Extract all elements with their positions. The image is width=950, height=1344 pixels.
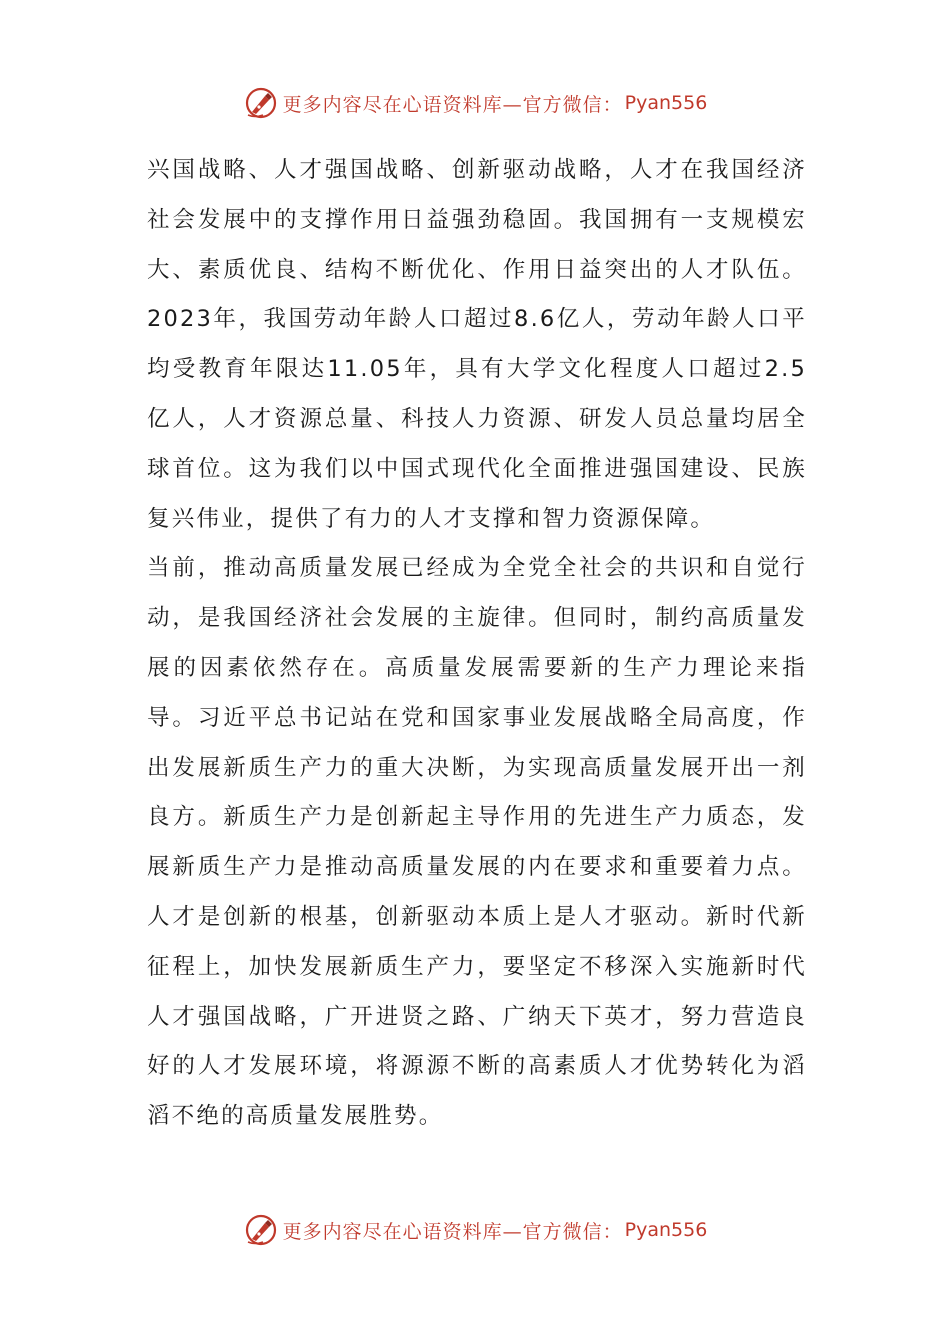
footer-banner-text: 更多内容尽在心语资料库—官方微信：	[282, 1220, 623, 1243]
paragraph-1: 兴国战略、人才强国战略、创新驱动战略，人才在我国经济社会发展中的支撑作用日益强劲稳固。我国拥有一支规模宏大、素质优良、结构不断优化、作用日益突出的人才队伍。2023年，我国劳动年龄人口超过8.6亿人，劳动年龄人口平均受教育年限达11.05年，具有大学文化程度人口超过2.5亿人，人才资源总量、科技人力资源、研发人员总量均居全球首位。这为我们以中国式现代化全面推进强国建设、民族复兴伟业，提供了有力的人才支撑和智力资源保障。	[147, 157, 807, 532]
paragraph-2: 当前，推动高质量发展已经成为全党全社会的共识和自觉行动，是我国经济社会发展的主旋律。但同时，制约高质量发展的因素依然存在。高质量发展需要新的生产力理论来指导。习近平总书记站在党和国家事业发展战略全局高度，作出发展新质生产力的重大决断，为实现高质量发展开出一剂良方。新质生产力是创新起主导作用的先进生产力质态，发展新质生产力是推动高质量发展的内在要求和重要着力点。人才是创新的根基，创新驱动本质上是人才驱动。新时代新征程上，加快发展新质生产力，要坚定不移深入实施新时代人才强国战略，广开进贤之路、广纳天下英才，努力营造良好的人才发展环境，将源源不断的高素质人才优势转化为滔滔不绝的高质量发展胜势。	[147, 555, 807, 1130]
header-banner-text: 更多内容尽在心语资料库—官方微信：	[282, 93, 623, 116]
pen-nib-icon	[243, 85, 279, 121]
header-banner	[0, 81, 950, 125]
header-wechat-id: Pyan556	[624, 92, 708, 114]
document-body	[147, 146, 807, 1142]
footer-wechat-id: Pyan556	[624, 1219, 708, 1241]
footer-banner	[0, 1208, 950, 1252]
pen-nib-icon	[243, 1212, 279, 1248]
